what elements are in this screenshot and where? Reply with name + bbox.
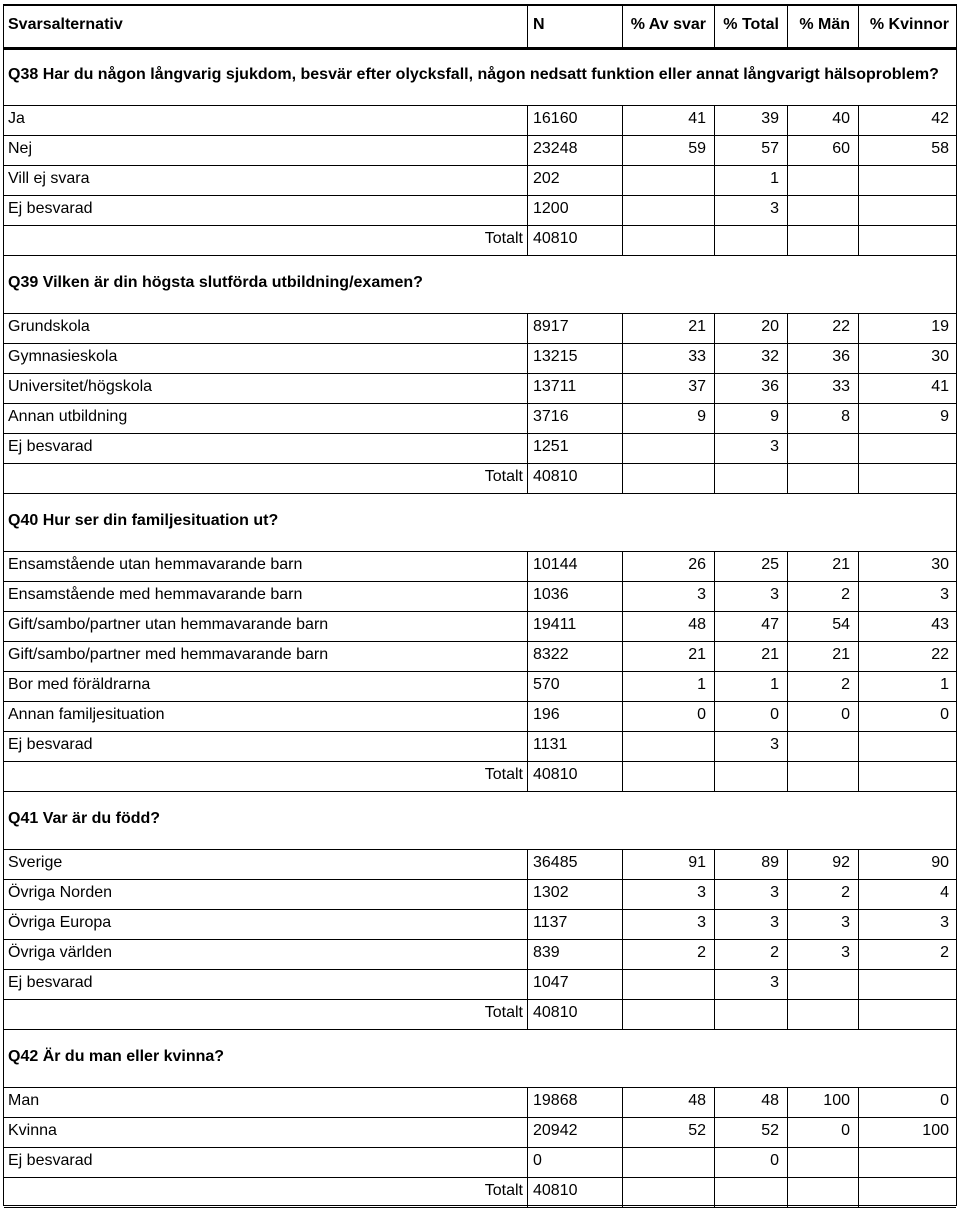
- cell-kvinnor: 9: [940, 408, 949, 425]
- header-man: % Män: [799, 16, 850, 33]
- cell-total: 3: [770, 736, 779, 753]
- header-n: N: [533, 16, 545, 33]
- cell-man: 36: [832, 348, 850, 365]
- total-value: 40810: [533, 766, 578, 783]
- row-label: Ej besvarad: [8, 438, 93, 455]
- cell-av-svar: 0: [697, 706, 706, 723]
- cell-n: 1302: [533, 884, 569, 901]
- cell-av-svar: 21: [688, 646, 706, 663]
- row-divider: [4, 551, 956, 552]
- row-divider: [4, 611, 956, 612]
- cell-n: 196: [533, 706, 560, 723]
- row-label: Annan utbildning: [8, 408, 128, 425]
- row-label: Man: [8, 1092, 40, 1109]
- cell-kvinnor: 3: [940, 914, 949, 931]
- cell-man: 92: [832, 854, 850, 871]
- cell-man: 0: [841, 1122, 850, 1139]
- row-divider: [4, 969, 956, 970]
- row-label: Bor med föräldrarna: [8, 676, 151, 693]
- row-label: Gift/sambo/partner med hemmavarande barn: [8, 646, 329, 663]
- row-label: Ensamstående utan hemmavarande barn: [8, 556, 303, 573]
- question-title: Q40 Hur ser din familjesituation ut?: [8, 512, 279, 529]
- column-divider: [714, 551, 715, 791]
- cell-av-svar: 2: [697, 944, 706, 961]
- cell-kvinnor: 42: [931, 110, 949, 127]
- column-divider: [858, 5, 859, 47]
- cell-av-svar: 91: [688, 854, 706, 871]
- cell-n: 8322: [533, 646, 569, 663]
- row-divider: [4, 255, 956, 256]
- cell-kvinnor: 3: [940, 586, 949, 603]
- row-label: Universitet/högskola: [8, 378, 153, 395]
- column-divider: [527, 313, 528, 493]
- row-label: Nej: [8, 140, 33, 157]
- row-divider: [4, 403, 956, 404]
- cell-av-svar: 1: [697, 676, 706, 693]
- cell-total: 25: [761, 556, 779, 573]
- question-title: Q42 Är du man eller kvinna?: [8, 1048, 225, 1065]
- cell-man: 21: [832, 556, 850, 573]
- cell-man: 2: [841, 586, 850, 603]
- row-divider: [4, 313, 956, 314]
- row-divider: [4, 463, 956, 464]
- table-frame: [3, 4, 957, 1206]
- cell-man: 2: [841, 884, 850, 901]
- column-divider: [622, 1087, 623, 1207]
- column-divider: [858, 105, 859, 255]
- cell-total: 52: [761, 1122, 779, 1139]
- question-title: Q41 Var är du född?: [8, 810, 161, 827]
- row-label: Ensamstående med hemmavarande barn: [8, 586, 303, 603]
- cell-total: 57: [761, 140, 779, 157]
- cell-kvinnor: 22: [931, 646, 949, 663]
- header-kvinnor: % Kvinnor: [869, 16, 949, 33]
- row-divider: [4, 849, 956, 850]
- cell-man: 2: [841, 676, 850, 693]
- row-divider: [4, 225, 956, 226]
- cell-n: 16160: [533, 110, 578, 127]
- cell-man: 0: [841, 706, 850, 723]
- column-divider: [787, 551, 788, 791]
- column-divider: [622, 5, 623, 47]
- cell-total: 89: [761, 854, 779, 871]
- column-divider: [858, 849, 859, 1029]
- cell-av-svar: 48: [688, 1092, 706, 1109]
- cell-n: 1137: [533, 914, 568, 931]
- row-label: Ej besvarad: [8, 736, 93, 753]
- row-divider: [4, 493, 956, 494]
- total-label: Totalt: [484, 1004, 523, 1021]
- cell-n: 1047: [533, 974, 569, 991]
- column-divider: [787, 313, 788, 493]
- cell-av-svar: 48: [688, 616, 706, 633]
- cell-total: 21: [761, 646, 779, 663]
- cell-kvinnor: 43: [931, 616, 949, 633]
- cell-total: 0: [770, 1152, 779, 1169]
- cell-av-svar: 3: [697, 914, 706, 931]
- cell-kvinnor: 1: [940, 676, 949, 693]
- column-divider: [714, 849, 715, 1029]
- row-divider: [4, 195, 956, 196]
- cell-kvinnor: 19: [931, 318, 949, 335]
- cell-av-svar: 59: [688, 140, 706, 157]
- column-divider: [714, 105, 715, 255]
- cell-man: 54: [832, 616, 850, 633]
- cell-n: 19411: [533, 616, 577, 633]
- cell-man: 22: [832, 318, 850, 335]
- row-divider: [4, 879, 956, 880]
- cell-kvinnor: 30: [931, 556, 949, 573]
- cell-total: 32: [761, 348, 779, 365]
- total-label: Totalt: [484, 468, 523, 485]
- cell-av-svar: 3: [697, 884, 706, 901]
- row-label: Ej besvarad: [8, 200, 93, 217]
- column-divider: [787, 849, 788, 1029]
- total-value: 40810: [533, 230, 578, 247]
- column-divider: [714, 5, 715, 47]
- cell-av-svar: 3: [697, 586, 706, 603]
- cell-total: 2: [770, 944, 779, 961]
- cell-av-svar: 41: [688, 110, 706, 127]
- cell-man: 100: [823, 1092, 850, 1109]
- row-divider: [4, 165, 956, 166]
- column-divider: [787, 1087, 788, 1207]
- cell-man: 60: [832, 140, 850, 157]
- cell-n: 1200: [533, 200, 569, 217]
- cell-total: 36: [761, 378, 779, 395]
- cell-n: 839: [533, 944, 560, 961]
- row-label: Övriga Europa: [8, 914, 112, 931]
- cell-n: 10144: [533, 556, 578, 573]
- column-divider: [787, 105, 788, 255]
- row-label: Vill ej svara: [8, 170, 90, 187]
- cell-man: 3: [841, 944, 850, 961]
- cell-n: 23248: [533, 140, 578, 157]
- cell-av-svar: 9: [697, 408, 706, 425]
- row-divider: [4, 641, 956, 642]
- cell-total: 1: [770, 170, 779, 187]
- cell-man: 21: [832, 646, 850, 663]
- row-divider: [4, 135, 956, 136]
- row-divider: [4, 5, 956, 6]
- row-label: Ej besvarad: [8, 1152, 93, 1169]
- cell-av-svar: 33: [688, 348, 706, 365]
- column-divider: [858, 551, 859, 791]
- column-divider: [622, 551, 623, 791]
- column-divider: [527, 5, 528, 47]
- cell-kvinnor: 100: [922, 1122, 949, 1139]
- cell-man: 33: [832, 378, 850, 395]
- cell-kvinnor: 41: [931, 378, 949, 395]
- row-divider: [4, 1147, 956, 1148]
- cell-total: 48: [761, 1092, 779, 1109]
- cell-man: 40: [832, 110, 850, 127]
- total-label: Totalt: [484, 1182, 523, 1199]
- total-label: Totalt: [484, 230, 523, 247]
- cell-total: 9: [770, 408, 779, 425]
- column-divider: [527, 105, 528, 255]
- cell-n: 13711: [533, 378, 577, 395]
- row-divider: [4, 791, 956, 792]
- cell-kvinnor: 30: [931, 348, 949, 365]
- total-value: 40810: [533, 468, 578, 485]
- cell-total: 47: [761, 616, 779, 633]
- cell-total: 20: [761, 318, 779, 335]
- row-divider: [4, 581, 956, 582]
- column-divider: [714, 313, 715, 493]
- row-divider: [4, 761, 956, 762]
- column-divider: [858, 313, 859, 493]
- row-divider: [4, 731, 956, 732]
- row-label: Kvinna: [8, 1122, 57, 1139]
- cell-total: 3: [770, 884, 779, 901]
- column-divider: [527, 849, 528, 1029]
- cell-kvinnor: 0: [940, 1092, 949, 1109]
- cell-total: 39: [761, 110, 779, 127]
- row-label: Ej besvarad: [8, 974, 93, 991]
- row-divider: [4, 1117, 956, 1118]
- column-divider: [527, 551, 528, 791]
- row-divider: [4, 999, 956, 1000]
- cell-kvinnor: 90: [931, 854, 949, 871]
- cell-n: 1036: [533, 586, 569, 603]
- cell-total: 3: [770, 914, 779, 931]
- cell-n: 20942: [533, 1122, 578, 1139]
- header-total: % Total: [723, 16, 779, 33]
- cell-total: 3: [770, 200, 779, 217]
- row-label: Annan familjesituation: [8, 706, 165, 723]
- column-divider: [622, 313, 623, 493]
- row-label: Ja: [8, 110, 25, 127]
- cell-n: 8917: [533, 318, 569, 335]
- row-label: Övriga världen: [8, 944, 113, 961]
- row-divider: [4, 909, 956, 910]
- total-label: Totalt: [484, 766, 523, 783]
- row-label: Grundskola: [8, 318, 90, 335]
- cell-total: 3: [770, 586, 779, 603]
- header-av-svar: % Av svar: [630, 16, 706, 33]
- header-svarsalternativ: Svarsalternativ: [8, 16, 123, 33]
- cell-av-svar: 21: [688, 318, 706, 335]
- total-value: 40810: [533, 1182, 578, 1199]
- cell-kvinnor: 0: [940, 706, 949, 723]
- cell-n: 570: [533, 676, 560, 693]
- cell-man: 8: [841, 408, 850, 425]
- cell-kvinnor: 4: [940, 884, 949, 901]
- row-divider: [4, 343, 956, 344]
- row-label: Gymnasieskola: [8, 348, 118, 365]
- row-label: Sverige: [8, 854, 63, 871]
- column-divider: [622, 105, 623, 255]
- row-divider: [4, 373, 956, 374]
- cell-n: 0: [533, 1152, 542, 1169]
- cell-av-svar: 52: [688, 1122, 706, 1139]
- column-divider: [527, 1087, 528, 1207]
- row-divider: [4, 671, 956, 672]
- row-label: Gift/sambo/partner utan hemmavarande barn: [8, 616, 329, 633]
- row-divider: [4, 1177, 956, 1178]
- cell-av-svar: 37: [688, 378, 706, 395]
- cell-total: 3: [770, 438, 779, 455]
- cell-total: 0: [770, 706, 779, 723]
- column-divider: [787, 5, 788, 47]
- row-divider: [4, 939, 956, 940]
- row-label: Övriga Norden: [8, 884, 113, 901]
- cell-n: 1131: [533, 736, 568, 753]
- row-divider: [4, 433, 956, 434]
- column-divider: [714, 1087, 715, 1207]
- cell-av-svar: 26: [688, 556, 706, 573]
- question-title: Q39 Vilken är din högsta slutförda utbildning/examen?: [8, 274, 423, 291]
- cell-n: 19868: [533, 1092, 578, 1109]
- question-title: Q38 Har du någon långvarig sjukdom, besvär efter olycksfall, någon nedsatt funktion eller annat långvarigt hälsoproblem?: [8, 66, 939, 83]
- row-divider: [4, 1029, 956, 1030]
- cell-total: 3: [770, 974, 779, 991]
- total-value: 40810: [533, 1004, 578, 1021]
- column-divider: [622, 849, 623, 1029]
- row-divider: [4, 701, 956, 702]
- column-divider: [858, 1087, 859, 1207]
- cell-kvinnor: 58: [931, 140, 949, 157]
- cell-total: 1: [770, 676, 779, 693]
- cell-n: 1251: [533, 438, 569, 455]
- cell-n: 13215: [533, 348, 578, 365]
- row-divider: [4, 1087, 956, 1088]
- row-divider: [4, 47, 956, 50]
- cell-kvinnor: 2: [940, 944, 949, 961]
- row-divider: [4, 105, 956, 106]
- cell-man: 3: [841, 914, 850, 931]
- cell-n: 3716: [533, 408, 569, 425]
- cell-n: 36485: [533, 854, 578, 871]
- cell-n: 202: [533, 170, 560, 187]
